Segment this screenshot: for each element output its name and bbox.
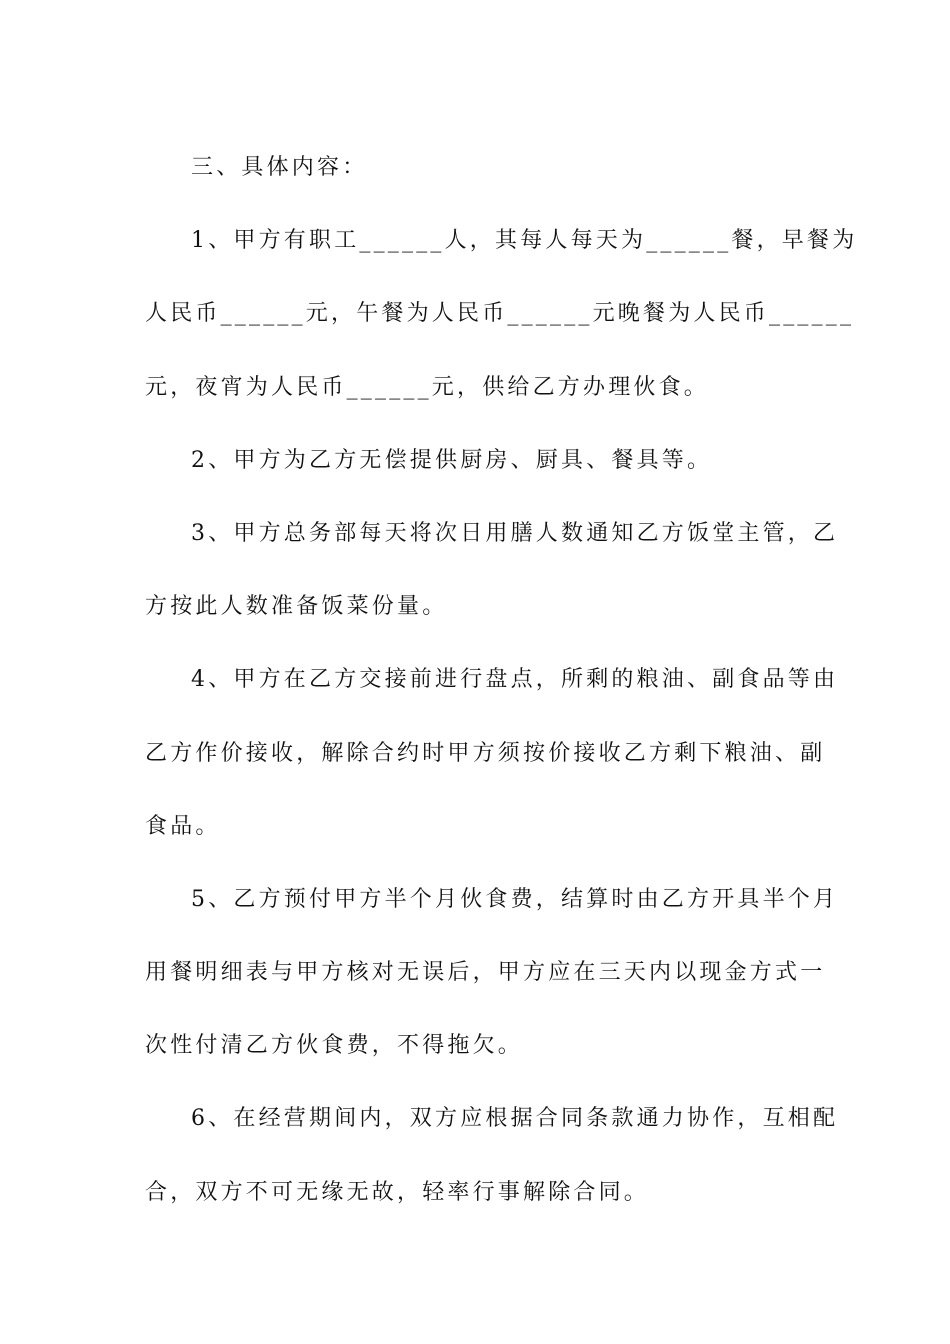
paragraph-line: 2、甲方为乙方无偿提供厨房、厨具、餐具等。 [191,447,713,473]
section-heading: 三、具体内容： [191,155,368,180]
document-body [145,131,858,1229]
paragraph-line: 方按此人数准备饭菜份量。 [145,594,448,620]
paragraph-line: 3、甲方总务部每天将次日用膳人数通知乙方饭堂主管，乙 [191,520,839,546]
paragraph-line: 4、甲方在乙方交接前进行盘点，所剩的粮油、副食品等由 [191,667,839,693]
paragraph-line: 食品。 [145,813,221,839]
paragraph-line: 人民币______元，午餐为人民币______元晚餐为人民币______ [145,301,855,327]
paragraph-line: 5、乙方预付甲方半个月伙食费，结算时由乙方开具半个月 [191,886,839,912]
paragraph-line: 合，双方不可无缘无故，轻率行事解除合同。 [145,1179,650,1205]
paragraph-line: 元，夜宵为人民币______元，供给乙方办理伙食。 [145,374,710,400]
paragraph-line: 1、甲方有职工______人，其每人每天为______餐，早餐为 [191,228,858,254]
paragraph-line: 6、在经营期间内，双方应根据合同条款通力协作，互相配 [191,1106,839,1132]
paragraph-line: 次性付清乙方伙食费，不得拖欠。 [145,1033,524,1059]
paragraph-line: 用餐明细表与甲方核对无误后，甲方应在三天内以现金方式一 [145,960,826,986]
paragraph-line: 乙方作价接收，解除合约时甲方须按价接收乙方剩下粮油、副 [145,740,826,766]
